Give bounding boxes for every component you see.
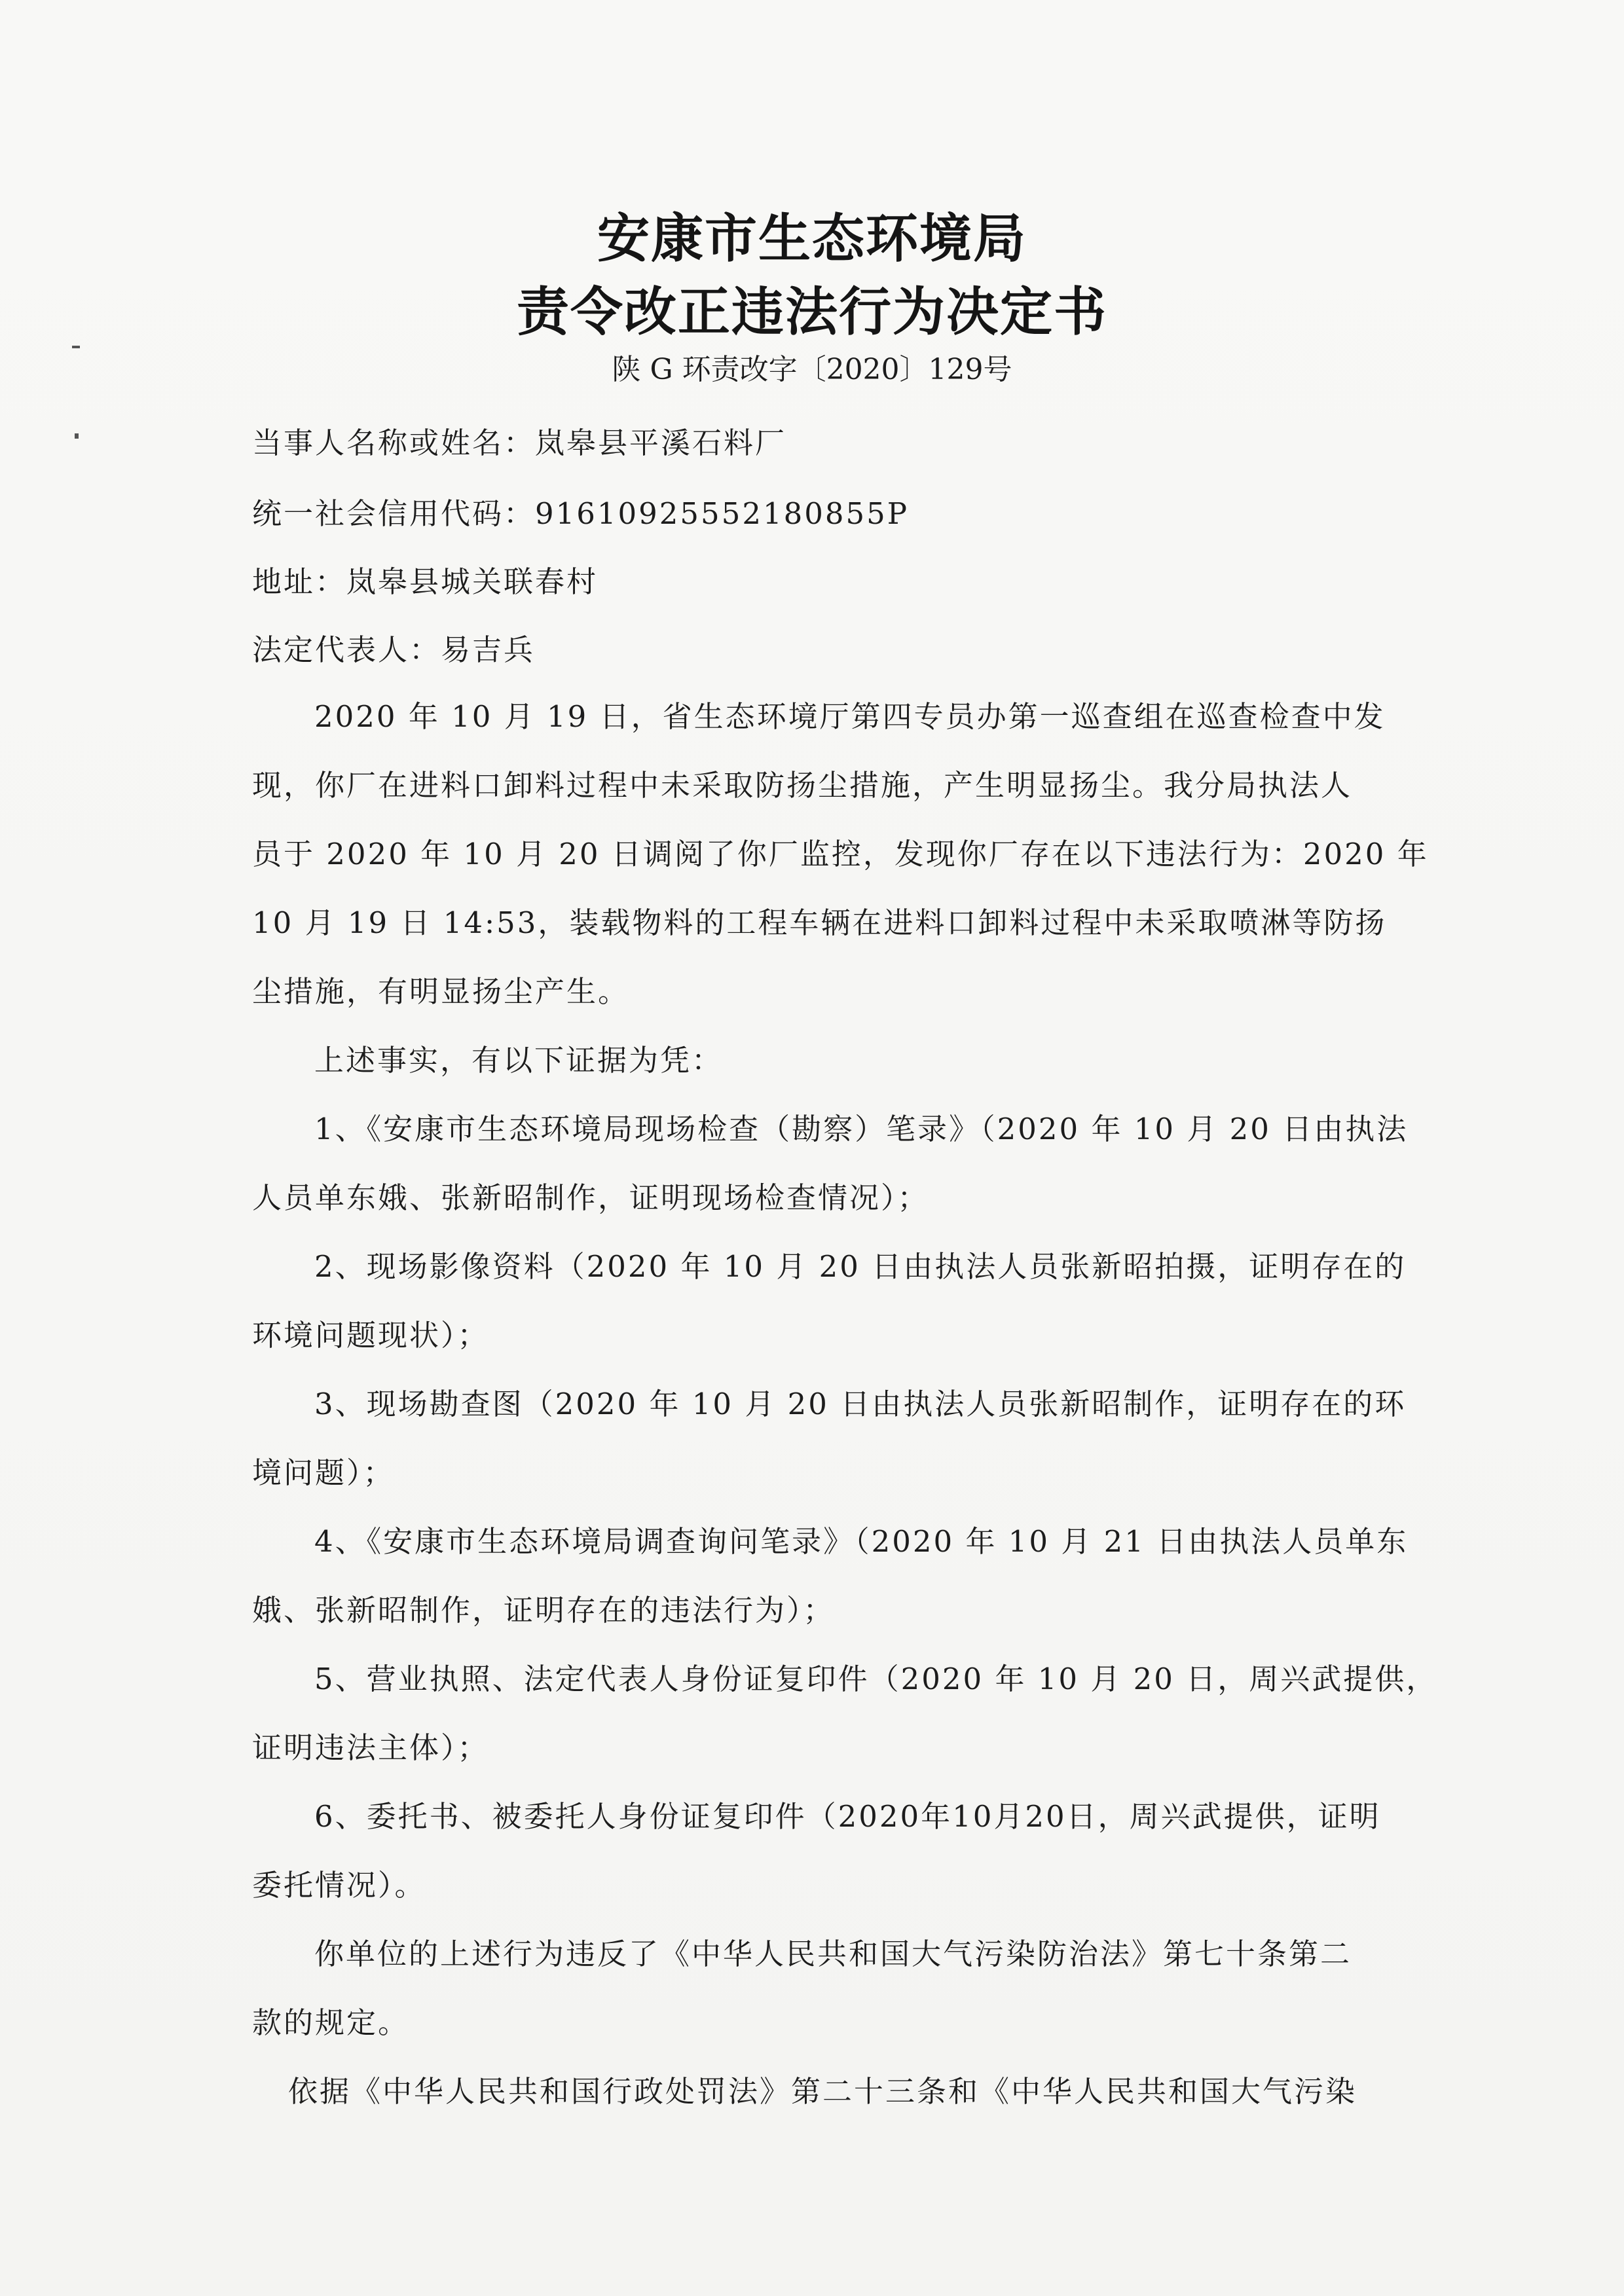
evidence-item: 1、《安康市生态环境局现场检查（勘察）笔录》（2020 年 10 月 20 日由执法 (314, 1112, 1409, 1146)
paragraph-line: 款的规定。 (252, 2005, 410, 2040)
paragraph-line: 员于 2020 年 10 月 20 日调阅了你厂监控，发现你厂存在以下违法行为：2020 年 (252, 837, 1429, 871)
evidence-item: 委托情况）。 (252, 1868, 426, 1903)
address-row (252, 558, 598, 600)
credit-code-value: 91610925552180855P (535, 496, 910, 531)
evidence-item: 4、《安康市生态环境局调查询问笔录》（2020 年 10 月 21 日由执法人员单东 (314, 1524, 1409, 1559)
evidence-item: 6、委托书、被委托人身份证复印件（2020年10月20日，周兴武提供，证明 (314, 1799, 1381, 1834)
page-title: 安康市生态环境局 (597, 208, 1027, 269)
evidence-item: 5、营业执照、法定代表人身份证复印件（2020 年 10 月 20 日，周兴武提供， (314, 1662, 1438, 1696)
evidence-item: 人员单东娥、张新昭制作，证明现场检查情况）； (252, 1180, 929, 1215)
credit-code-row (252, 490, 909, 532)
document-number: 陕 G 环责改字〔2020〕129号 (612, 353, 1012, 386)
evidence-item: 境问题）； (252, 1455, 395, 1490)
evidence-item: 2、现场影像资料（2020 年 10 月 20 日由执法人员张新昭拍摄，证明存在的 (314, 1249, 1407, 1284)
address-value: 岚皋县城关联春村 (346, 564, 599, 599)
paragraph-line: 10 月 19 日 14:53，装载物料的工程车辆在进料口卸料过程中未采取喷淋等防扬 (252, 905, 1387, 940)
paragraph-line: 你单位的上述行为违反了《中华人民共和国大气污染防治法》第七十条第二 (314, 1937, 1352, 1971)
address-label: 地址： (252, 564, 347, 599)
party-name-label: 当事人名称或姓名： (252, 426, 536, 460)
legal-rep-label: 法定代表人： (252, 632, 441, 667)
paragraph-line: 2020 年 10 月 19 日，省生态环境厅第四专员办第一巡查组在巡查检查中发 (314, 699, 1386, 734)
page-subtitle: 责令改正违法行为决定书 (517, 282, 1107, 342)
party-name-row (252, 419, 786, 462)
paragraph-line: 依据《中华人民共和国行政处罚法》第二十三条和《中华人民共和国大气污染 (288, 2074, 1357, 2109)
evidence-item: 3、现场勘查图（2020 年 10 月 20 日由执法人员张新昭制作，证明存在的环 (314, 1387, 1407, 1421)
paragraph-line: 上述事实，有以下证据为凭： (314, 1043, 724, 1078)
party-name-value: 岚皋县平溪石料厂 (535, 426, 787, 460)
evidence-item: 娥、张新昭制作，证明存在的违法行为）； (252, 1593, 835, 1628)
paragraph-line: 现，你厂在进料口卸料过程中未采取防扬尘措施，产生明显扬尘。我分局执法人 (252, 768, 1353, 803)
legal-rep-value: 易吉兵 (441, 632, 536, 667)
paragraph-line: 尘措施，有明显扬尘产生。 (252, 974, 630, 1009)
legal-rep-row (252, 626, 535, 668)
evidence-item: 环境问题现状）； (252, 1318, 489, 1353)
scan-mark (75, 433, 79, 439)
credit-code-label: 统一社会信用代码： (252, 496, 536, 531)
evidence-item: 证明违法主体）； (252, 1730, 489, 1765)
